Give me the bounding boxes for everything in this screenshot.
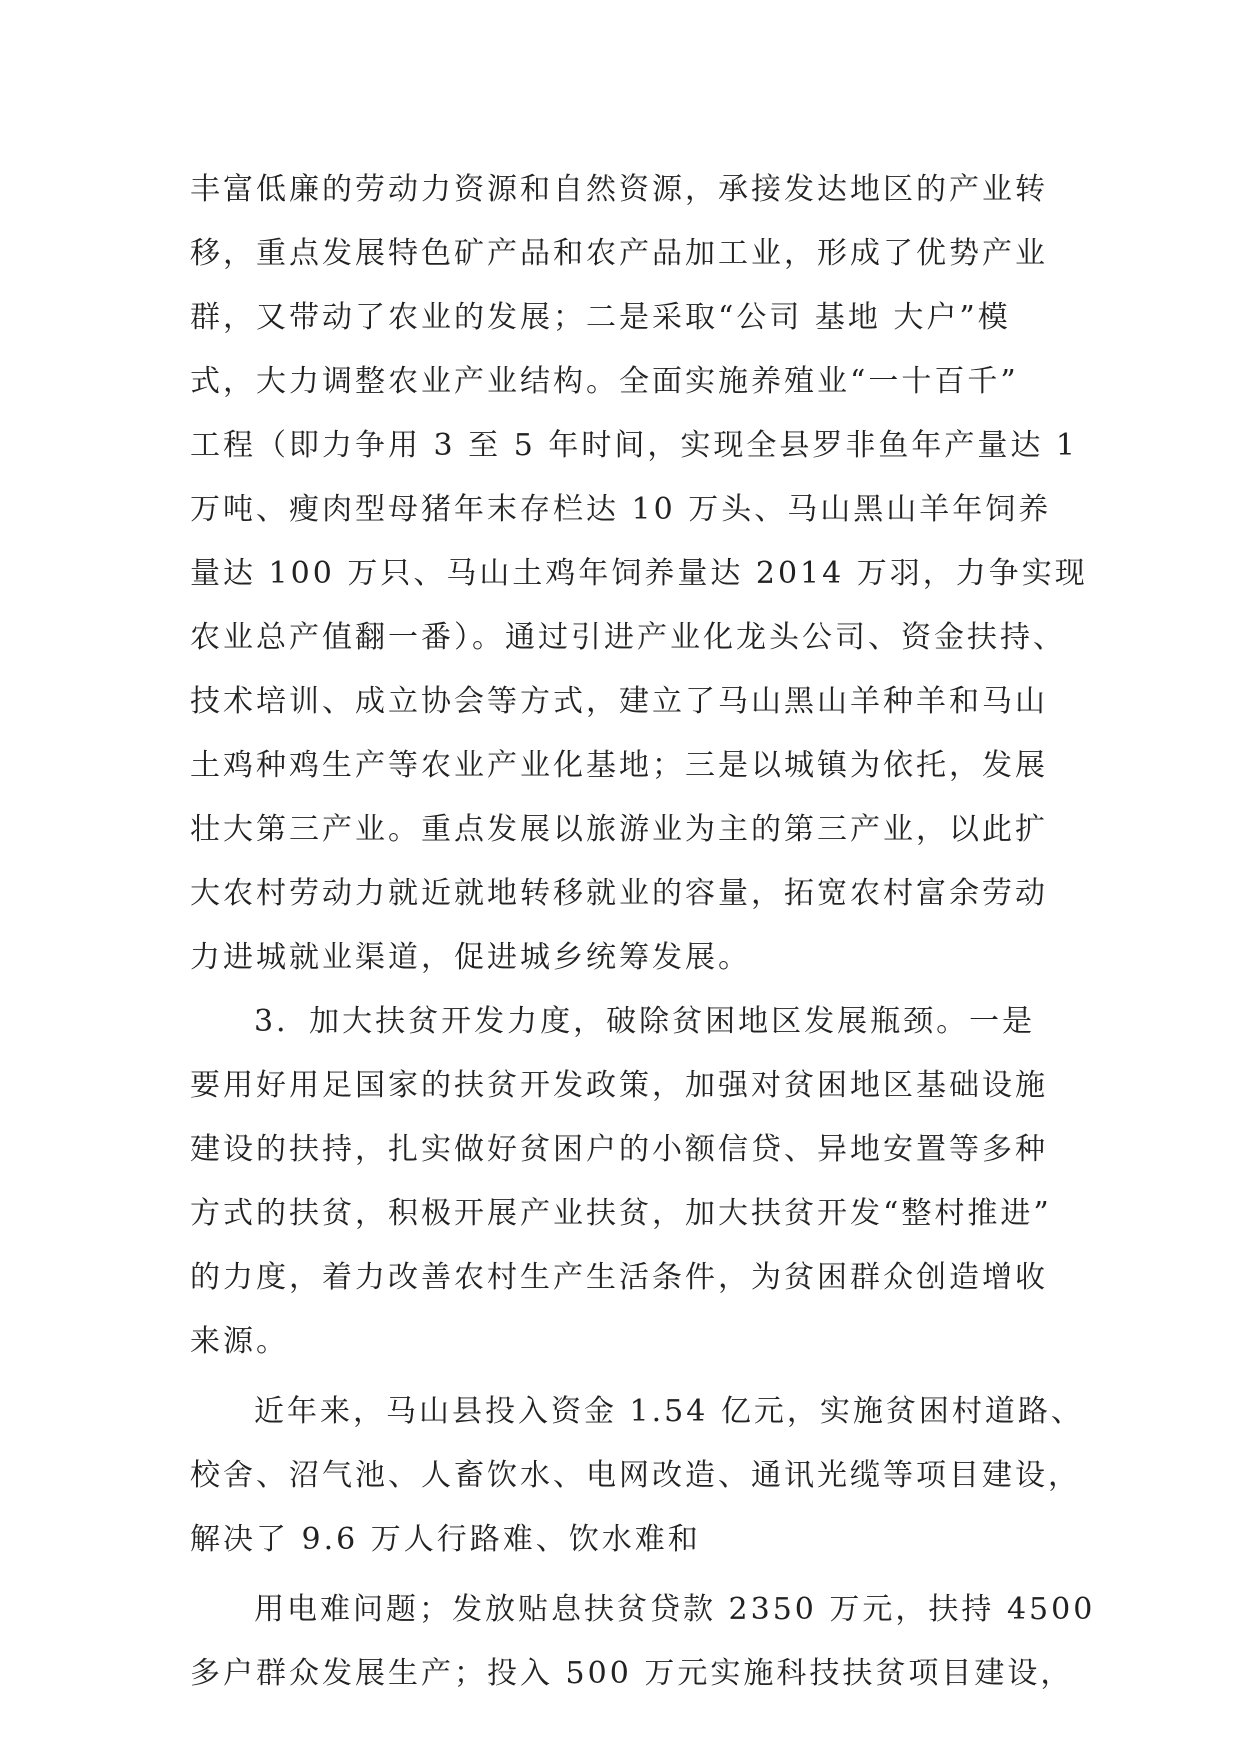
text-line: 来源。: [190, 1324, 289, 1359]
text-line: 移，重点发展特色矿产品和农产品加工业，形成了优势产业: [190, 236, 1048, 271]
text-line: 的力度，着力改善农村生产生活条件，为贫困群众创造增收: [190, 1260, 1048, 1295]
document-body: [190, 158, 1096, 1706]
text-line: 方式的扶贫，积极开展产业扶贫，加大扶贫开发“整村推进”: [190, 1196, 1052, 1231]
text-line: 建设的扶持，扎实做好贫困户的小额信贷、异地安置等多种: [190, 1132, 1048, 1167]
text-line: 校舍、沼气池、人畜饮水、电网改造、通讯光缆等项目建设，: [190, 1458, 1081, 1493]
text-line: 解决了 9.6 万人行路难、饮水难和: [190, 1522, 701, 1557]
text-line: 量达 100 万只、马山土鸡年饲养量达 2014 万羽，力争实现: [190, 556, 1088, 591]
text-line: 工程（即力争用 3 至 5 年时间，实现全县罗非鱼年产量达 1: [190, 428, 1078, 463]
text-line: 土鸡种鸡生产等农业产业化基地；三是以城镇为依托，发展: [190, 748, 1048, 783]
text-line: 农业总产值翻一番）。通过引进产业化龙头公司、资金扶持、: [190, 620, 1066, 655]
text-line: 式，大力调整农业产业结构。全面实施养殖业“一十百千”: [190, 364, 1019, 399]
text-line: 要用好用足国家的扶贫开发政策，加强对贫困地区基础设施: [190, 1068, 1048, 1103]
text-line: 多户群众发展生产；投入 500 万元实施科技扶贫项目建设，: [190, 1656, 1074, 1691]
text-line: 群，又带动了农业的发展；二是采取“公司 基地 大户”模: [190, 300, 1011, 335]
text-line: 大农村劳动力就近就地转移就业的容量，拓宽农村富余劳动: [190, 876, 1048, 911]
text-line: 壮大第三产业。重点发展以旅游业为主的第三产业，以此扩: [190, 812, 1048, 847]
paragraph-start-line: 用电难问题；发放贴息扶贫贷款 2350 万元，扶持 4500: [254, 1592, 1096, 1627]
text-line: 丰富低廉的劳动力资源和自然资源，承接发达地区的产业转: [190, 172, 1048, 207]
text-line: 技术培训、成立协会等方式，建立了马山黑山羊种羊和马山: [190, 684, 1048, 719]
text-line: 万吨、瘦肉型母猪年末存栏达 10 万头、马山黑山羊年饲养: [190, 492, 1052, 527]
paragraph-start-line: 近年来，马山县投入资金 1.54 亿元，实施贫困村道路、: [254, 1394, 1084, 1429]
text-line: 力进城就业渠道，促进城乡统筹发展。: [190, 940, 751, 975]
section-heading-line: 3．加大扶贫开发力度，破除贫困地区发展瓶颈。一是: [254, 1004, 1036, 1039]
